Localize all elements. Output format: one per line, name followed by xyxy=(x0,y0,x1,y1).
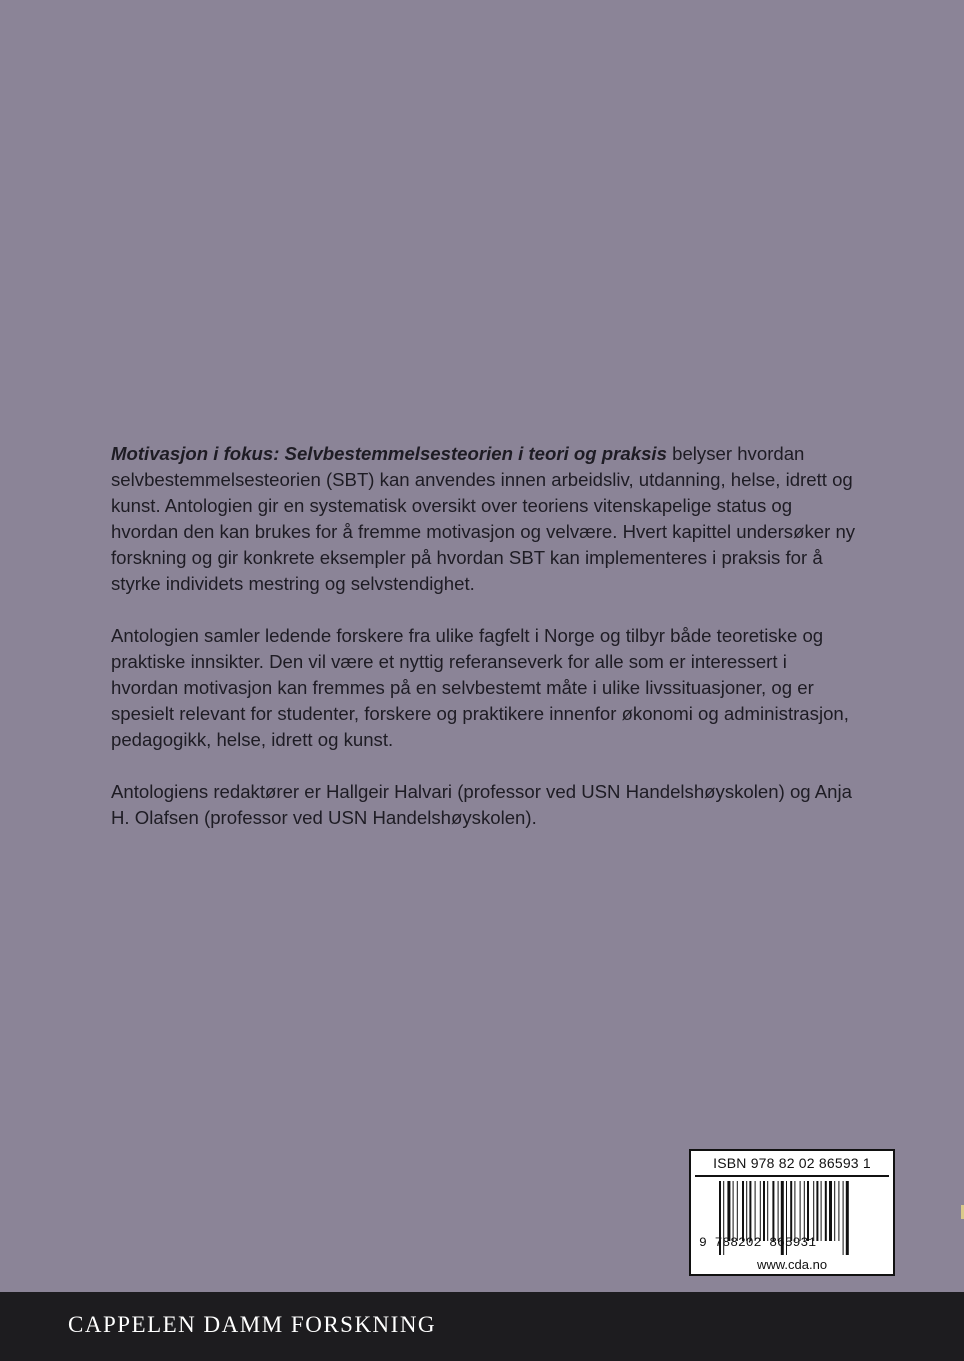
barcode-bar xyxy=(767,1181,768,1241)
publisher-logo: CAPPELEN DAMM FORSKNING xyxy=(68,1312,437,1337)
barcode-bar xyxy=(829,1181,832,1241)
isbn-label: ISBN 978 82 02 86593 1 xyxy=(713,1155,871,1171)
barcode-bar xyxy=(733,1181,734,1241)
barcode-bar xyxy=(838,1181,839,1241)
barcode-bar xyxy=(749,1181,751,1241)
blurb-paragraph-1 xyxy=(111,441,856,597)
footer-bar xyxy=(0,1292,964,1361)
barcode-bar xyxy=(760,1181,761,1241)
isbn-divider xyxy=(695,1175,889,1177)
barcode-bar xyxy=(755,1181,756,1241)
barcode-bar xyxy=(763,1181,765,1241)
barcode-bar xyxy=(746,1181,747,1241)
barcode-bar xyxy=(821,1181,822,1241)
barcode-bar xyxy=(804,1181,805,1241)
barcode-bar xyxy=(794,1181,795,1241)
barcode-bar xyxy=(737,1181,738,1241)
barcode-bar xyxy=(772,1181,774,1241)
barcode-bar xyxy=(727,1181,730,1241)
barcode-bar xyxy=(813,1181,814,1241)
barcode-bar xyxy=(807,1181,809,1241)
barcode-bar xyxy=(742,1181,744,1241)
barcode-bar xyxy=(834,1181,835,1241)
barcode-digits-text: 9 788202 865931 xyxy=(699,1235,817,1250)
isbn-barcode-block xyxy=(689,1149,895,1276)
barcode-bar xyxy=(800,1181,801,1241)
blurb-paragraph-3: Antologiens redaktører er Hallgeir Halvari (professor ved USN Handelshøyskolen) og Anja H. Olafsen (professor ved USN Handelshøyskolen). xyxy=(111,781,852,828)
blurb-text xyxy=(111,441,856,857)
barcode-bar xyxy=(816,1181,818,1241)
barcode-bar xyxy=(790,1181,792,1241)
barcode-bar xyxy=(825,1181,827,1241)
book-title: Motivasjon i fokus: Selvbestemmelsesteorien i teori og praksis xyxy=(111,443,667,464)
barcode-digits xyxy=(699,1235,889,1250)
barcode-bar xyxy=(778,1181,779,1241)
blurb-paragraph-2: Antologien samler ledende forskere fra ulike fagfelt i Norge og tilbyr både teoretiske og praktiske innsikter. Den vil være et nyttig referanseverk for alle som er interessert i hvordan motivasjon kan fremmes på en selvbestemt måte i ulike livssituasjoner, og er spesielt relevant for studenter, forskere og praktikere innenfor økonomi og administrasjon, pedagogikk, helse, idrett og kunst. xyxy=(111,625,849,750)
publisher-url: www.cda.no xyxy=(691,1257,893,1272)
blurb-paragraph-1-text: belyser hvordan selvbestemmelsesteorien (SBT) kan anvendes innen arbeidsliv, utdanning, helse, idrett og kunst. Antologien gir en systematisk oversikt over teoriens vitenskapelige status og hvordan den kan brukes for å fremme motivasjon og velvære. Hvert kapittel undersøker ny forskning og gir konkrete eksempler på hvordan SBT kan implementeres i praksis for å styrke individets mestring og selvstendighet. xyxy=(111,443,856,594)
